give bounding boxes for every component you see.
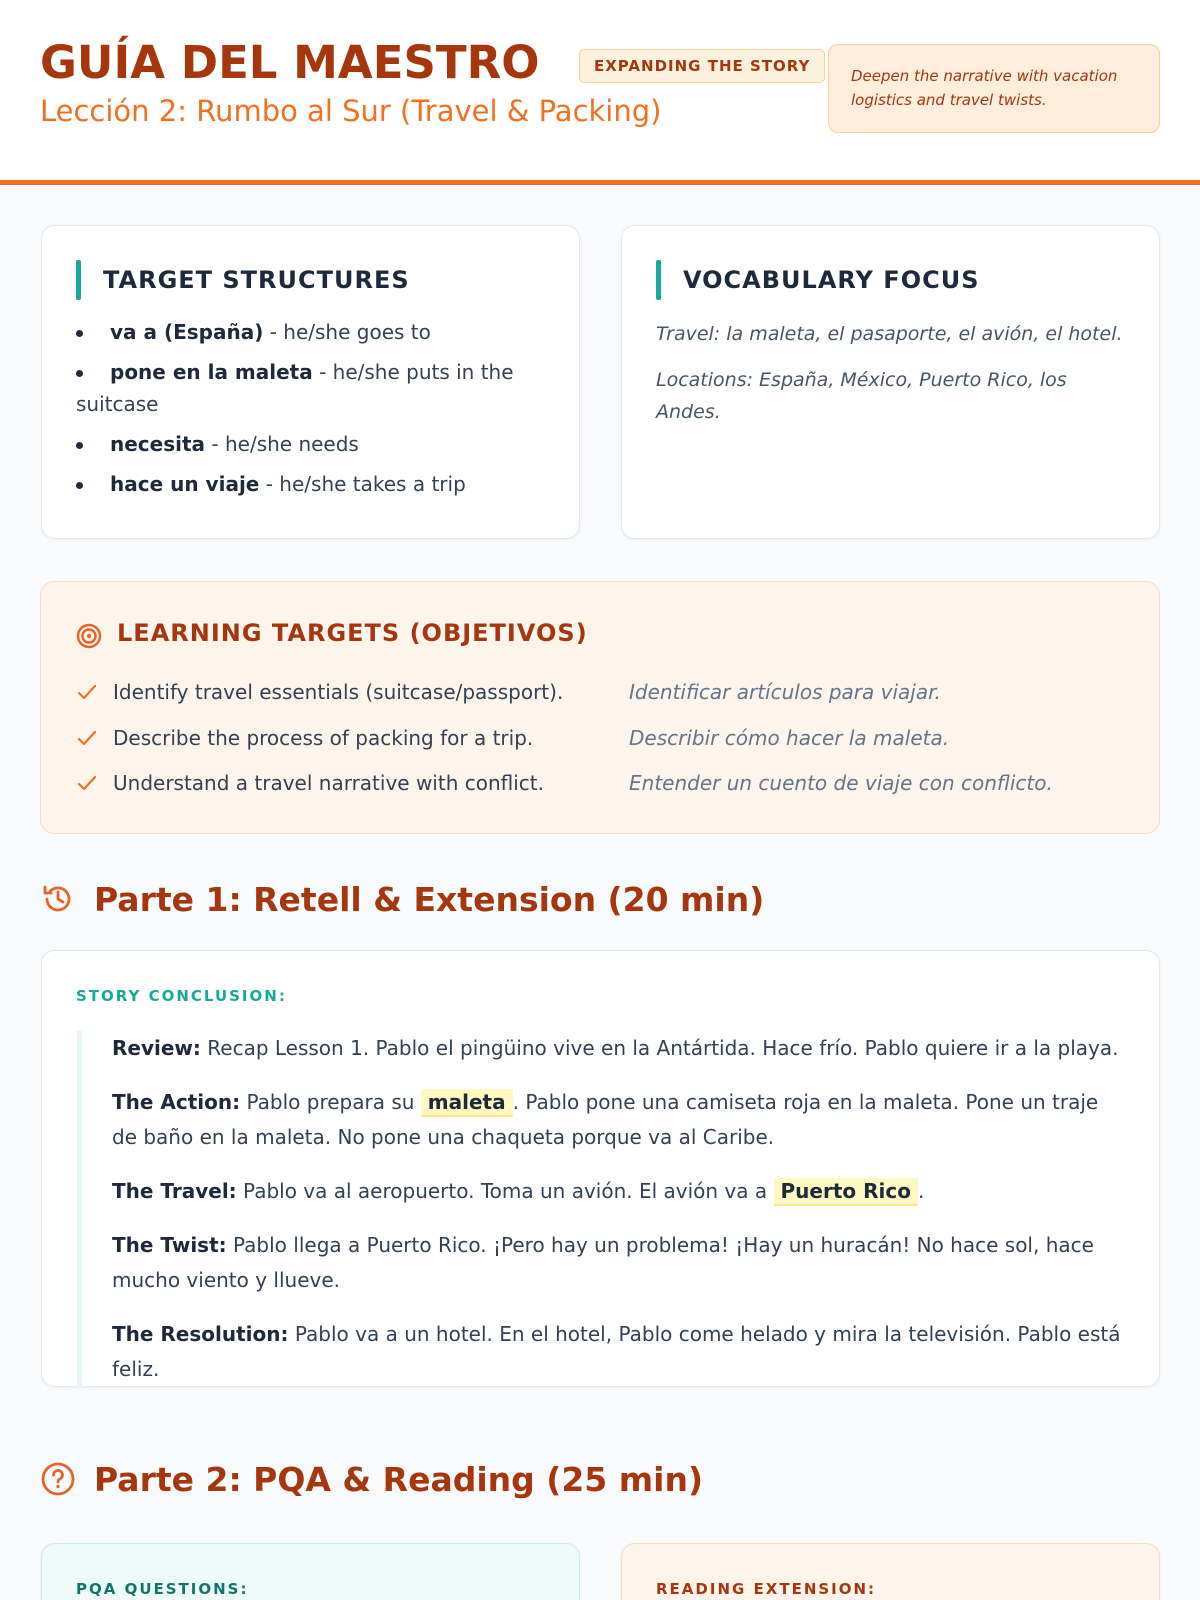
travel-label: The Travel: — [112, 1179, 237, 1203]
structure-meaning: - he/she puts in the suitcase — [76, 360, 514, 416]
action-text: . Pablo pone una camiseta roja en la maleta. Pone un traje de baño en la maleta. No pone una chaqueta porque va al Caribe. — [112, 1090, 1099, 1149]
structure-term: va a (España) — [110, 320, 264, 344]
lesson-subtitle: Lección 2: Rumbo al Sur (Travel & Packing) — [40, 94, 662, 128]
target-structures-card — [41, 225, 580, 539]
vocab-travel: Travel: la maleta, el pasaporte, el avión, el hotel. — [656, 323, 1123, 345]
twist-label: The Twist: — [112, 1233, 227, 1257]
list-item — [76, 356, 546, 420]
vocab-locations: Locations: España, México, Puerto Rico, los Andes. — [656, 369, 1067, 423]
check-icon — [77, 774, 97, 792]
target-spanish: Entender un cuento de viaje con conflicto. — [629, 771, 1053, 795]
vocabulary-header — [656, 260, 979, 300]
structure-term: necesita — [110, 432, 206, 456]
story-twist — [112, 1228, 1127, 1298]
parte1-heading — [40, 874, 764, 924]
parte2-title: Parte 2: PQA & Reading (25 min) — [94, 1459, 704, 1499]
highlight-word: Puerto Rico — [774, 1178, 918, 1206]
structure-term: hace un viaje — [110, 472, 260, 496]
pqa-label: PQA QUESTIONS: — [76, 1580, 249, 1598]
travel-text: . — [917, 1179, 925, 1203]
story-review — [112, 1031, 1127, 1066]
pqa-card — [41, 1543, 580, 1600]
list-item — [76, 428, 546, 460]
learning-targets-box — [40, 581, 1160, 834]
highlight-word: maleta — [421, 1089, 513, 1117]
section-badge: EXPANDING THE STORY — [579, 49, 825, 83]
reading-label: READING EXTENSION: — [656, 1580, 877, 1598]
twist-text: Pablo llega a Puerto Rico. ¡Pero hay un problema! ¡Hay un huracán! No hace sol, hace mucho viento y llueve. — [112, 1233, 1094, 1292]
target-english: Understand a travel narrative with conflict. — [113, 771, 544, 795]
parte1-title: Parte 1: Retell & Extension (20 min) — [94, 879, 765, 919]
reading-card — [621, 1543, 1160, 1600]
review-text: Recap Lesson 1. Pablo el pingüino vive en la Antártida. Hace frío. Pablo quiere ir a la playa. — [200, 1036, 1119, 1060]
header-note: Deepen the narrative with vacation logistics and travel twists. — [828, 44, 1160, 133]
target-english: Describe the process of packing for a trip. — [113, 726, 534, 750]
vocabulary-title: VOCABULARY FOCUS — [683, 266, 980, 294]
accent-bar — [76, 260, 81, 300]
list-item — [76, 468, 546, 500]
action-label: The Action: — [112, 1090, 241, 1114]
check-icon — [77, 729, 97, 747]
structures-list — [76, 316, 546, 508]
list-item — [41, 768, 1161, 798]
list-item — [41, 723, 1161, 753]
target-structures-header — [76, 260, 410, 300]
page-title: GUÍA DEL MAESTRO — [40, 36, 540, 89]
structure-term: pone en la maleta — [110, 360, 313, 384]
target-english: Identify travel essentials (suitcase/passport). — [113, 680, 564, 704]
target-icon — [75, 622, 103, 650]
review-label: Review: — [112, 1036, 201, 1060]
target-structures-title: TARGET STRUCTURES — [103, 266, 410, 294]
story-travel — [112, 1174, 1127, 1209]
parte2-heading — [40, 1454, 703, 1504]
list-item — [41, 677, 1161, 707]
target-spanish: Describir cómo hacer la maleta. — [629, 726, 950, 750]
resolution-text: Pablo va a un hotel. En el hotel, Pablo come helado y mira la televisión. Pablo está feliz. — [112, 1322, 1121, 1381]
story-text — [77, 1031, 1127, 1387]
action-text: Pablo prepara su — [240, 1090, 421, 1114]
target-spanish: Identificar artículos para viajar. — [629, 680, 941, 704]
structure-meaning: - he/she takes a trip — [259, 472, 466, 496]
vocabulary-card — [621, 225, 1160, 539]
travel-text: Pablo va al aeropuerto. Toma un avión. El avión va a — [236, 1179, 774, 1203]
story-conclusion-label: STORY CONCLUSION: — [76, 987, 287, 1005]
history-icon — [40, 881, 76, 917]
accent-bar — [656, 260, 661, 300]
resolution-label: The Resolution: — [112, 1322, 289, 1346]
story-resolution — [112, 1317, 1127, 1387]
structure-meaning: - he/she needs — [205, 432, 359, 456]
structure-meaning: - he/she goes to — [263, 320, 431, 344]
story-card — [41, 950, 1160, 1387]
question-icon — [40, 1461, 76, 1497]
learning-targets-title: LEARNING TARGETS (OBJETIVOS) — [117, 619, 588, 647]
story-action — [112, 1085, 1127, 1155]
page-header — [0, 0, 1200, 185]
list-item — [76, 316, 546, 348]
check-icon — [77, 683, 97, 701]
